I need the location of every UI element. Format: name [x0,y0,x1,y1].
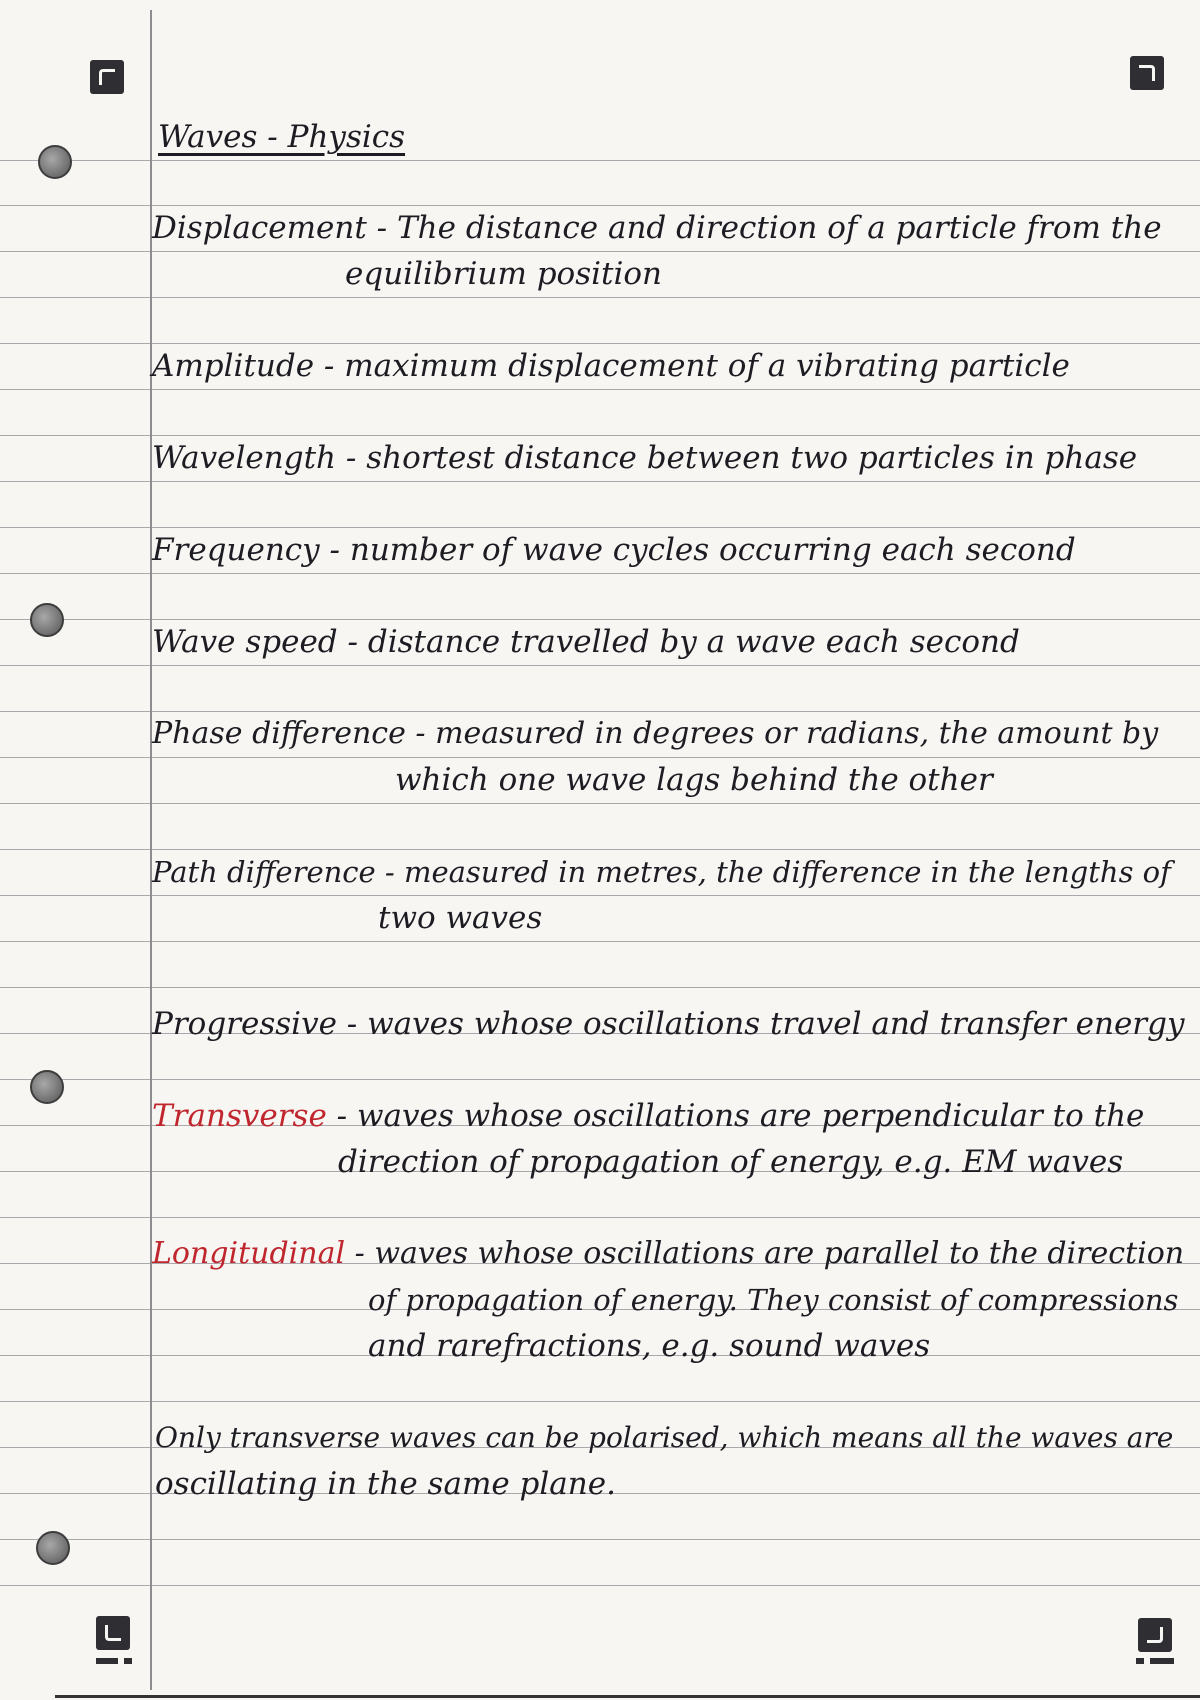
page-bottom-edge [55,1695,1200,1698]
term-separator: - [366,210,397,246]
closing-note-line: Only transverse waves can be polarised, which means all the waves are [155,1421,1174,1454]
term-label: Progressive [152,1006,337,1042]
corner-mark-bar [124,1658,132,1664]
term-label: Amplitude [152,348,315,384]
ruled-line [0,803,1200,804]
definition-text: maximum displacement of a vibrating particle [344,348,1070,384]
punch-hole-icon [36,1531,70,1565]
term-label: Transverse [152,1098,327,1134]
definition-continuation: and rarefractions, e.g. sound waves [368,1328,931,1364]
ruled-line [0,573,1200,574]
definition-continuation: direction of propagation of energy, e.g. EM waves [338,1144,1124,1180]
definition-transverse [152,1093,1144,1139]
definition-longitudinal [152,1231,1184,1277]
term-label: Frequency [152,532,320,568]
term-separator: - [336,440,367,476]
closing-note-line: oscillating in the same plane. [155,1466,616,1502]
ruled-line [0,1585,1200,1586]
ruled-line [0,481,1200,482]
term-separator: - [337,624,368,660]
definition-wavelength [152,435,1137,481]
ruled-line [0,1401,1200,1402]
ruled-line [0,1079,1200,1080]
page-title: Waves - Physics [158,119,406,155]
corner-mark-icon [1130,56,1164,90]
definition-amplitude [152,343,1070,389]
ruled-line [0,389,1200,390]
definition-continuation: equilibrium position [345,256,663,292]
definition-path-difference [152,849,1171,895]
definition-text: distance travelled by a wave each second [367,624,1020,660]
definition-wave-speed [152,619,1020,665]
definition-text: measured in degrees or radians, the amount by [435,716,1159,751]
ruled-line [0,297,1200,298]
ruled-line [0,1539,1200,1540]
ruled-line [0,895,1200,896]
punch-hole-icon [30,1070,64,1104]
term-separator: - [375,855,404,889]
term-label: Phase difference [152,716,406,751]
term-separator: - [314,348,345,384]
definition-frequency [152,527,1076,573]
definition-continuation: two waves [378,900,543,936]
ruled-line [0,941,1200,942]
term-separator: - [319,532,350,568]
definition-continuation: of propagation of energy. They consist of compressions [368,1283,1179,1317]
corner-mark-icon [1138,1618,1172,1652]
definition-continuation: which one wave lags behind the other [395,762,993,798]
ruled-line [0,160,1200,161]
punch-hole-icon [38,145,72,179]
ruled-line [0,987,1200,988]
term-separator: - [405,716,436,751]
definition-text: waves whose oscillations are perpendicular to the [356,1098,1145,1134]
ruled-line [0,665,1200,666]
definition-text: waves whose oscillations travel and transfer energy [367,1006,1185,1042]
definition-phase-difference [152,711,1158,757]
definition-text: measured in metres, the difference in the lengths of [403,855,1171,889]
corner-mark-bar [1150,1658,1174,1664]
corner-mark-icon [96,1616,130,1650]
term-label: Displacement [152,210,367,246]
corner-mark-bar [96,1658,118,1664]
term-separator: - [345,1236,375,1271]
definition-text: The distance and direction of a particle from the [396,210,1162,246]
term-label: Longitudinal [152,1236,346,1271]
definition-progressive [152,1001,1184,1047]
term-label: Wavelength [152,440,337,476]
term-separator: - [336,1006,368,1042]
term-label: Wave speed [152,624,338,660]
corner-mark-bar [1136,1658,1144,1664]
definition-text: shortest distance between two particles in phase [366,440,1138,476]
definition-text: waves whose oscillations are parallel to the direction [374,1236,1185,1271]
corner-mark-icon [90,60,124,94]
definition-displacement [152,205,1162,251]
definition-text: number of wave cycles occurring each second [349,532,1076,568]
term-separator: - [326,1098,357,1134]
ruled-line [0,1217,1200,1218]
punch-hole-icon [30,603,64,637]
term-label: Path difference [152,855,376,889]
